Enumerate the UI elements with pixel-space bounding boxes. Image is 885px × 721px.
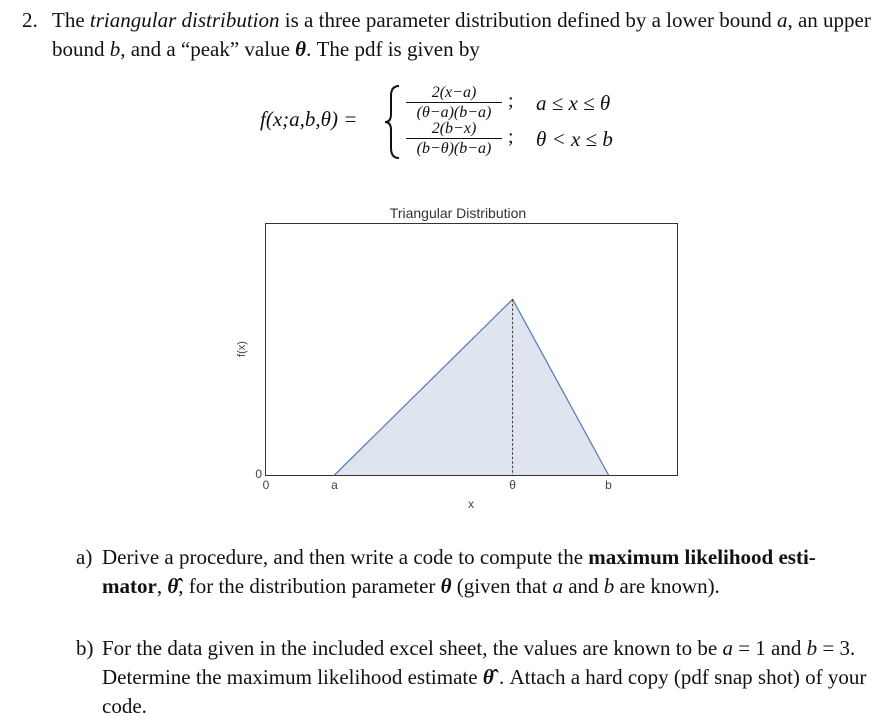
intro-part: . The pdf is given by xyxy=(306,37,480,61)
case2-denominator: (b−θ)(b−a) xyxy=(416,140,492,157)
problem-intro xyxy=(22,6,872,64)
part-a xyxy=(76,543,871,601)
x-tick-label: b xyxy=(605,478,612,492)
var-theta: θ xyxy=(295,37,307,61)
case1-condition: a ≤ x ≤ θ xyxy=(536,91,611,115)
case2-separator: ; xyxy=(508,126,514,148)
y-tick-label: 0 xyxy=(255,467,262,481)
x-tick-label: θ xyxy=(509,478,516,492)
part-a-chunk: are known). xyxy=(614,574,720,598)
intro-text xyxy=(52,6,872,64)
part-a-chunk: (given that xyxy=(451,574,553,598)
part-b-chunk: = 3. Determine the maximum likelihood estimate xyxy=(102,636,856,689)
intro-part: The xyxy=(52,8,90,32)
var-b: b xyxy=(109,37,121,61)
var-b: b xyxy=(603,574,615,598)
x-axis-label: x xyxy=(468,497,474,511)
part-b-text xyxy=(102,634,871,721)
case1-denominator: (θ−a)(b−a) xyxy=(416,104,492,121)
pdf-formula xyxy=(260,80,660,162)
x-tick-label: 0 xyxy=(262,478,270,492)
case1-separator: ; xyxy=(508,90,514,112)
intro-part: , and a “peak” value xyxy=(120,37,296,61)
y-axis-label: f(x) xyxy=(236,341,248,357)
part-a-label: a) xyxy=(76,545,93,569)
case2-condition: θ < x ≤ b xyxy=(536,127,613,151)
var-a: a xyxy=(776,8,788,32)
theta: θ xyxy=(440,574,452,598)
part-a-text xyxy=(102,543,871,601)
var-b: b xyxy=(806,636,818,660)
left-brace-icon xyxy=(384,84,402,160)
pdf-area-fill xyxy=(335,299,609,475)
theta-hat: θ̂ xyxy=(167,574,179,598)
x-tick-label: a xyxy=(331,478,338,492)
case2-numerator: 2(b−x) xyxy=(431,120,477,137)
part-b-label: b) xyxy=(76,636,94,660)
case2-fraction xyxy=(406,120,502,157)
part-b-chunk: = 1 and xyxy=(732,636,807,660)
part-b-chunk: For the data given in the included excel sheet, the values are known to be xyxy=(102,636,723,660)
fraction-bar xyxy=(406,138,502,139)
part-a-chunk: , xyxy=(156,574,168,598)
part-b-chunk: . Attach a hard copy (pdf snap shot) of your code. xyxy=(102,665,867,718)
case1-fraction xyxy=(406,84,502,121)
chart-title: Triangular Distribution xyxy=(389,205,527,221)
fraction-bar xyxy=(406,102,502,103)
part-a-chunk: Derive a procedure, and then write a code to compute the xyxy=(102,545,589,569)
intro-part: is a three parameter distribution defined by a lower bound xyxy=(279,8,777,32)
var-a: a xyxy=(722,636,733,660)
part-b xyxy=(76,634,871,721)
triangular-distribution-chart xyxy=(220,196,700,526)
mle-term: maximum likelihood esti-mator xyxy=(102,545,816,598)
problem-number: 2. xyxy=(22,8,38,32)
formula-lhs: f(x;a,b,θ) = xyxy=(260,107,358,131)
intro-part: , an upper bound xyxy=(52,8,871,61)
intro-term: triangular distribution xyxy=(89,8,280,32)
case1-numerator: 2(x−a) xyxy=(431,84,477,101)
part-a-chunk: , for the distribution parameter xyxy=(178,574,441,598)
var-a: a xyxy=(552,574,563,598)
part-a-chunk: and xyxy=(562,574,604,598)
theta-hat: θ̂ xyxy=(482,665,494,689)
